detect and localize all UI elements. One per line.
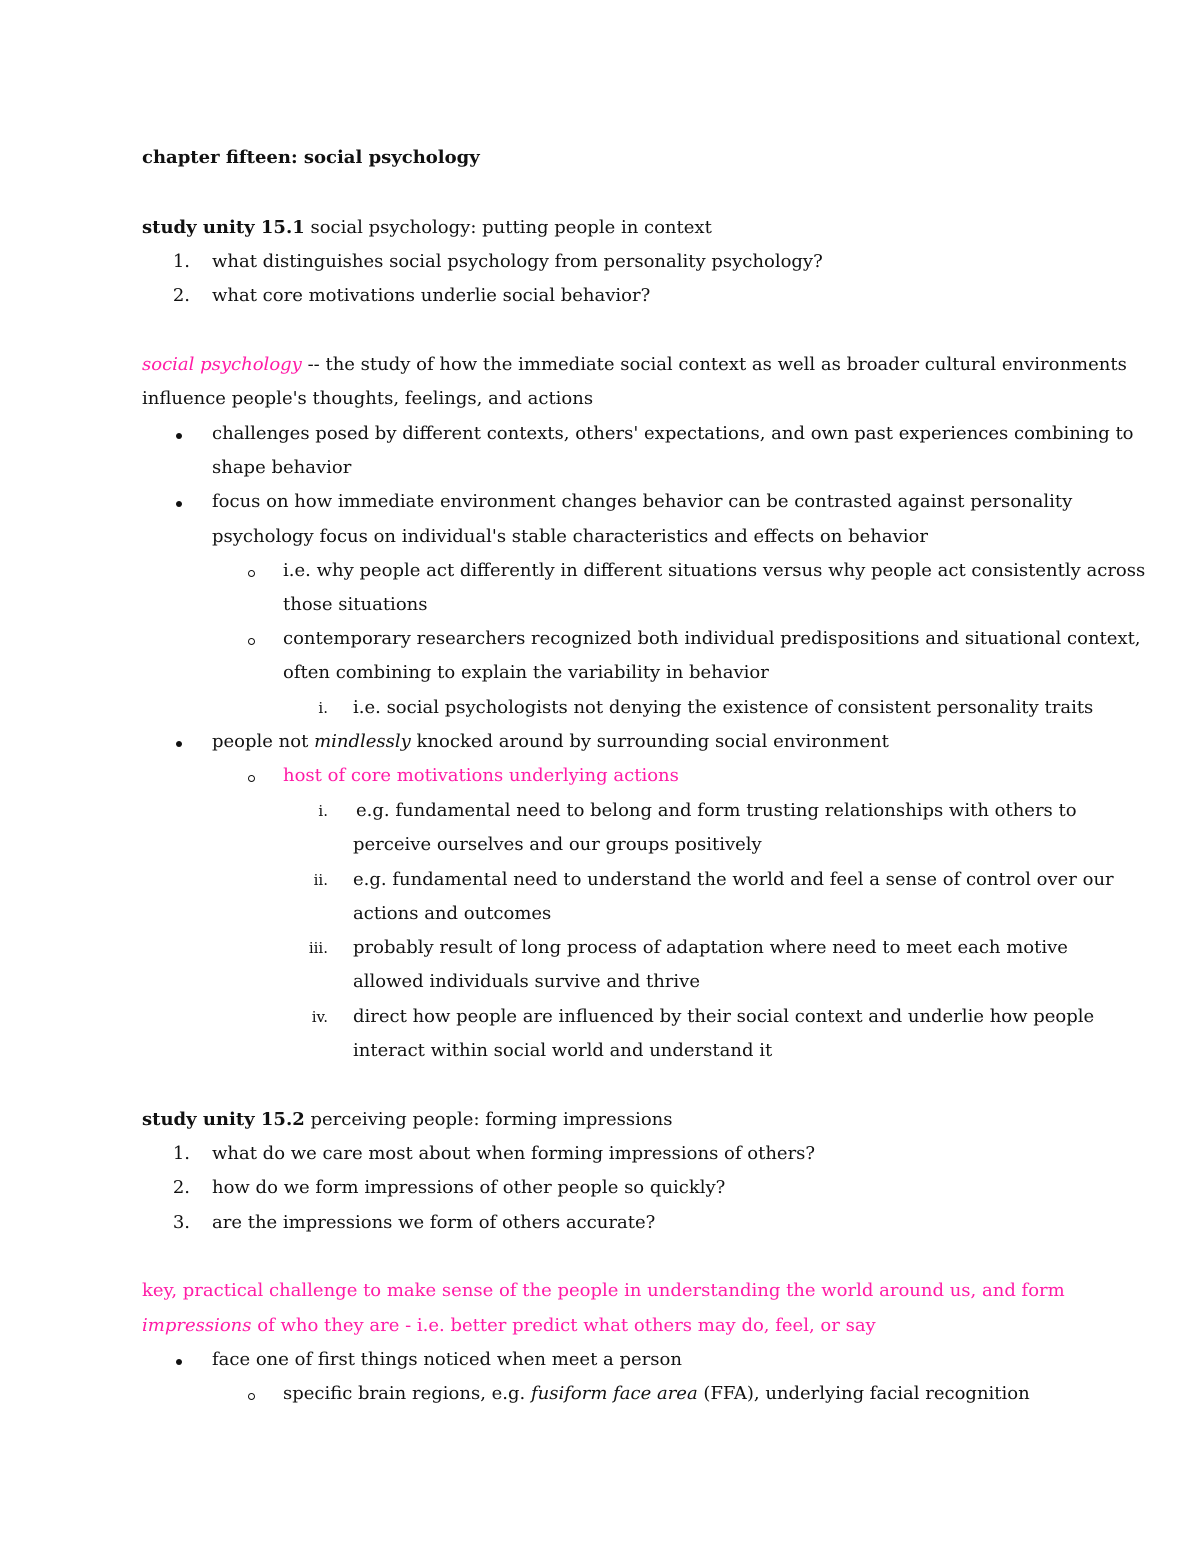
bullet-icon — [176, 1359, 182, 1365]
chapter-title: chapter fifteen: social psychology — [142, 147, 480, 168]
unit2-q3: are the impressions we form of others accurate? — [212, 1212, 656, 1233]
bullet-1-line-2: shape behavior — [212, 457, 352, 478]
roman-numeral: iv. — [311, 1008, 328, 1026]
unit2-q1-number: 1. — [172, 1143, 190, 1164]
unit2-title: perceiving people: forming impressions — [304, 1109, 673, 1130]
bullet-3-post: knocked around by surrounding social environment — [410, 731, 889, 752]
unit1-label: study unity 15.1 — [142, 217, 305, 238]
unit2-q2-number: 2. — [172, 1177, 190, 1198]
unit2-intro-line-2 — [142, 1314, 876, 1338]
bullet-3-pre: people not — [212, 731, 315, 752]
unit1-heading — [142, 216, 712, 240]
sub-1-line-1: i.e. why people act differently in different situations versus why people act consistently across — [283, 560, 1146, 581]
circle-bullet-icon — [248, 638, 255, 645]
definition-line-1 — [142, 353, 1127, 377]
roman-numeral: ii. — [313, 871, 328, 889]
roman-1-line-2: perceive ourselves and our groups positively — [353, 834, 762, 855]
roman-numeral: iii. — [308, 939, 328, 957]
circle-bullet-icon — [248, 1393, 255, 1400]
roman-3-line-2: allowed individuals survive and thrive — [353, 971, 700, 992]
ffa-term: fusiform face area — [530, 1383, 698, 1404]
unit1-q1: what distinguishes social psychology from personality psychology? — [212, 251, 823, 272]
roman-0: i.e. social psychologists not denying the existence of consistent personality traits — [353, 697, 1094, 718]
unit2-sub-1 — [283, 1382, 1030, 1406]
bullet-3 — [212, 730, 889, 754]
definition-line-2: influence people's thoughts, feelings, and actions — [142, 388, 594, 409]
circle-bullet-icon — [248, 775, 255, 782]
definition-term: social psychology — [142, 354, 302, 375]
sub-2-line-2: often combining to explain the variability in behavior — [283, 662, 769, 683]
unit2-q2: how do we form impressions of other people so quickly? — [212, 1177, 726, 1198]
bullet-2-line-1: focus on how immediate environment changes behavior can be contrasted against personality — [212, 491, 1073, 512]
unit2-sub-1-post: (FFA), underlying facial recognition — [697, 1383, 1030, 1404]
unit2-label: study unity 15.2 — [142, 1109, 305, 1130]
unit2-intro-rest: of who they are - i.e. better predict what others may do, feel, or say — [251, 1315, 876, 1336]
roman-4-line-2: interact within social world and understand it — [353, 1040, 773, 1061]
roman-2-line-1: e.g. fundamental need to understand the world and feel a sense of control over our — [353, 869, 1114, 890]
roman-numeral: i. — [318, 802, 328, 820]
unit2-q1: what do we care most about when forming impressions of others? — [212, 1143, 816, 1164]
roman-3-line-1: probably result of long process of adaptation where need to meet each motive — [353, 937, 1068, 958]
unit2-q3-number: 3. — [172, 1212, 190, 1233]
unit1-title: social psychology: putting people in context — [304, 217, 712, 238]
bullet-3-italic: mindlessly — [314, 731, 411, 752]
definition-text: -- the study of how the immediate social context as well as broader cultural environments — [301, 354, 1127, 375]
unit2-heading — [142, 1108, 673, 1132]
bullet-1-line-1: challenges posed by different contexts, others' expectations, and own past experiences combining to — [212, 423, 1134, 444]
unit2-intro-line-1: key, practical challenge to make sense of the people in understanding the world around us, and form — [142, 1280, 1065, 1301]
roman-1-line-1: e.g. fundamental need to belong and form trusting relationships with others to — [356, 800, 1077, 821]
roman-numeral: i. — [318, 699, 328, 717]
unit1-q2-number: 2. — [172, 285, 190, 306]
bullet-icon — [176, 741, 182, 747]
bullet-icon — [176, 501, 182, 507]
roman-4-line-1: direct how people are influenced by their social context and underlie how people — [353, 1006, 1095, 1027]
sub-3: host of core motivations underlying actions — [283, 765, 679, 786]
impressions-term: impressions — [142, 1315, 252, 1336]
unit2-bullet-1: face one of first things noticed when meet a person — [212, 1349, 682, 1370]
unit1-q1-number: 1. — [172, 251, 190, 272]
sub-1-line-2: those situations — [283, 594, 428, 615]
sub-2-line-1: contemporary researchers recognized both individual predispositions and situational context, — [283, 628, 1141, 649]
circle-bullet-icon — [248, 570, 255, 577]
unit2-sub-1-pre: specific brain regions, e.g. — [283, 1383, 531, 1404]
unit1-q2: what core motivations underlie social behavior? — [212, 285, 651, 306]
roman-2-line-2: actions and outcomes — [353, 903, 552, 924]
bullet-icon — [176, 433, 182, 439]
bullet-2-line-2: psychology focus on individual's stable characteristics and effects on behavior — [212, 526, 928, 547]
